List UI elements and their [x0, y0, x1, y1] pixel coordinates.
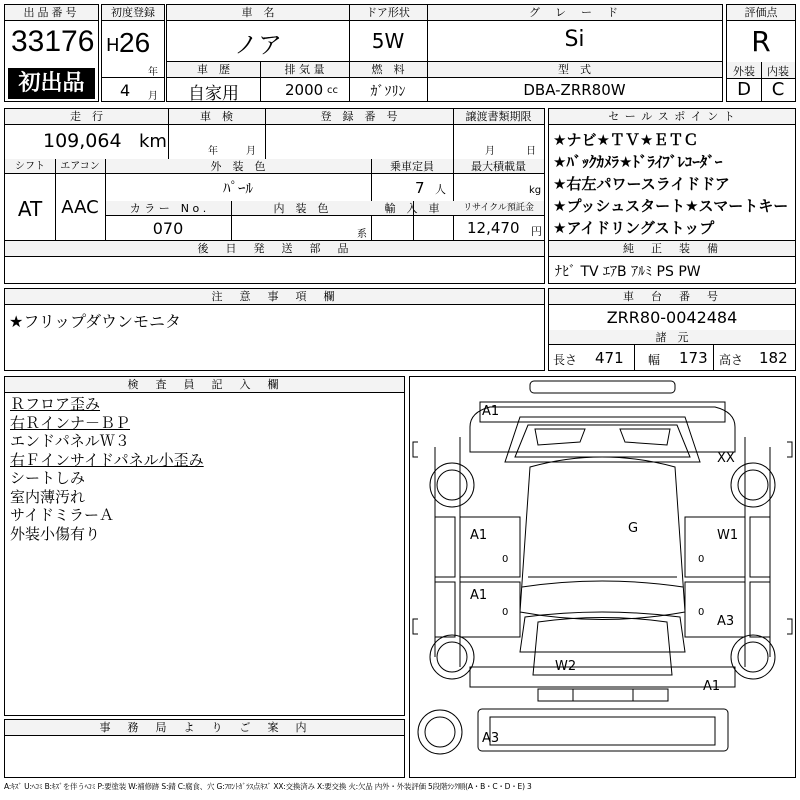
registration-box	[101, 4, 165, 102]
inspector-note: サイドミラーＡ	[10, 506, 114, 524]
mark-left-front-door: A1	[470, 528, 488, 543]
car-name-label: 車 名	[241, 6, 275, 19]
displacement-unit: cc	[327, 85, 338, 96]
lot-number: 33176	[11, 25, 95, 58]
sales-points-box	[548, 108, 796, 241]
mark-rear-glass: W2	[555, 659, 577, 674]
office-box	[4, 719, 405, 778]
caution-text: ★フリップダウンモニタ	[9, 312, 181, 331]
model-code: DBA-ZRR80W	[523, 81, 626, 99]
grade: Si	[564, 27, 585, 52]
history-label: 車 歴	[197, 63, 230, 76]
era: H	[106, 35, 120, 56]
month: 4	[120, 81, 131, 100]
car-name: ノア	[234, 31, 282, 59]
interior-label: 内装	[767, 65, 789, 78]
regno-label: 登 録 番 号	[320, 110, 398, 123]
interior-score: C	[771, 79, 785, 100]
mark-windshield: G	[628, 521, 639, 536]
fuel-label: 燃 料	[371, 63, 405, 76]
genuine-equipment: ﾅﾋﾞ TV ｴｱB ｱﾙﾐ PS PW	[555, 264, 701, 280]
door-shape: 5W	[371, 29, 405, 53]
fuel: ｶﾞｿﾘﾝ	[370, 84, 406, 100]
zero-right-rear: 0	[698, 607, 705, 618]
mileage: 109,064	[43, 130, 122, 152]
later-parts-label: 後 日 発 送 部 品	[5, 241, 544, 257]
ac: AAC	[61, 197, 99, 218]
inspection-label: 車 検	[200, 110, 233, 123]
mark-rear-right: A1	[703, 679, 721, 694]
mark-front-right: XX	[717, 451, 735, 466]
sales-point-1: ★ナビ★ＴＶ★ＥＴＣ	[553, 131, 699, 149]
height: 182	[759, 349, 788, 367]
score-box	[726, 4, 796, 102]
interior-color-label: 内 装 色	[273, 202, 329, 215]
displacement: 2000	[285, 81, 324, 99]
caution-box	[4, 288, 545, 371]
mark-rear-bumper: A3	[482, 731, 500, 746]
shift: AT	[17, 197, 43, 221]
transfer-month-unit: 月	[485, 146, 495, 157]
displacement-label: 排 気 量	[284, 63, 325, 76]
height-label: 高さ	[719, 353, 744, 367]
genuine-equipment-box	[548, 240, 796, 284]
transfer-label: 譲渡書類期限	[465, 110, 532, 123]
inspector-note: シートしみ	[10, 469, 86, 487]
sales-point-5: ★アイドリングストップ	[553, 219, 715, 237]
front-bumper-shape	[530, 381, 675, 393]
exterior-score: D	[737, 79, 751, 100]
score: R	[751, 25, 771, 58]
inspector-note: Ｒフロア歪み	[10, 395, 101, 413]
inspector-note: 右Ｆインサイドパネル小歪み	[10, 450, 204, 469]
inspection-month-unit: 月	[246, 146, 256, 157]
width: 173	[679, 349, 708, 367]
roof-shape	[520, 457, 685, 620]
history: 自家用	[188, 84, 239, 104]
mark-right-rear-door: A3	[717, 614, 735, 629]
inspector-note: 右Ｒインナ－ＢＰ	[10, 413, 131, 432]
chassis-box	[548, 288, 796, 371]
later-parts-box	[4, 240, 545, 284]
interior-color-unit: 系	[357, 229, 367, 240]
lot-label: 出品番号	[5, 5, 98, 21]
grade-label: グ レ ー ド	[529, 6, 620, 19]
import-label: 輸 入 車	[384, 202, 440, 215]
car-diagram-box	[409, 376, 796, 778]
recycle-label: リサイクル預託金	[463, 203, 534, 213]
length-label: 長さ	[553, 353, 578, 367]
front-end-shape	[480, 402, 725, 422]
shift-label: シフト	[15, 161, 45, 172]
chassis-label: 車 台 番 号	[549, 289, 795, 305]
recycle-unit: 円	[531, 225, 542, 238]
registration-label: 初度登録	[102, 5, 164, 21]
load-label: 最大積載量	[471, 160, 526, 173]
zero-right-front: 0	[698, 554, 705, 565]
year-unit: 年	[148, 67, 158, 78]
mark-right-front-door: W1	[717, 528, 739, 543]
score-label: 評価点	[727, 5, 795, 21]
spec-row	[166, 61, 723, 102]
inspector-note: 室内薄汚れ	[10, 487, 86, 506]
inspector-note: エンドパネルＷ３	[10, 432, 130, 450]
caution-label: 注 意 事 項 欄	[5, 289, 544, 305]
vehicle-info-block	[4, 108, 545, 241]
legend: A:ｷｽﾞ U:ﾍｺﾐ B:ｷｽﾞを伴うﾍｺﾐ P:要塗装 W:補修跡 S:錆 C:腐食、穴 G:ﾌﾛﾝﾄｶﾞﾗｽ点ｷｽﾞ XX:交換済み X:要交換 火:欠品 内外・外装評価 5段階ﾗﾝｸ順(A・B・C・D・E) 3	[4, 782, 532, 791]
sales-point-3: ★右左パワースライドドア	[553, 175, 730, 193]
transfer-day-unit: 日	[526, 146, 536, 157]
capacity-label: 乗車定員	[390, 160, 434, 173]
zero-left-rear: 0	[502, 607, 509, 618]
colorno-label: カ ラ ー N o .	[129, 202, 207, 215]
sales-points-label: セ ー ル ス ポ イ ン ト	[549, 109, 795, 125]
office-label: 事 務 局 よ り ご 案 内	[5, 720, 404, 736]
dimensions-label: 諸 元	[655, 331, 689, 344]
color-label: 外 装 色	[210, 160, 266, 173]
door-label: ドア形状	[366, 6, 410, 19]
chassis-number: ZRR80-0042484	[606, 308, 738, 327]
inspector-note: 外装小傷有り	[10, 524, 101, 543]
capacity: 7	[415, 179, 425, 197]
first-listing-badge: 初出品	[8, 68, 95, 99]
color-number: 070	[152, 219, 184, 238]
mark-front: A1	[482, 404, 500, 419]
sales-point-2: ★ﾊﾞｯｸｶﾒﾗ★ﾄﾞﾗｲﾌﾞﾚｺｰﾀﾞｰ	[553, 153, 723, 171]
car-diagram	[410, 377, 795, 777]
car-name-box	[166, 4, 723, 62]
inspection-year-unit: 年	[208, 146, 218, 157]
load-unit: kg	[529, 185, 542, 196]
sales-point-4: ★プッシュスタート★スマートキー	[553, 197, 789, 215]
inspector-label: 検 査 員 記 入 欄	[5, 377, 404, 393]
model-label: 型 式	[558, 63, 591, 76]
capacity-unit: 人	[435, 183, 446, 196]
exterior-label: 外装	[733, 65, 755, 78]
mark-left-rear-door: A1	[470, 588, 488, 603]
genuine-equipment-label: 純 正 装 備	[549, 241, 795, 257]
zero-left-front: 0	[502, 554, 509, 565]
width-label: 幅	[648, 353, 661, 367]
mileage-label: 走 行	[70, 110, 103, 123]
exterior-color: ﾊﾟｰﾙ	[222, 179, 253, 197]
recycle-fee: 12,470	[467, 219, 520, 237]
inspector-notes	[10, 395, 400, 543]
mileage-unit: km	[139, 131, 167, 152]
year: 26	[119, 27, 151, 58]
month-unit: 月	[148, 91, 158, 102]
inspector-box	[4, 376, 405, 716]
length: 471	[595, 349, 624, 367]
lot-box	[4, 4, 99, 102]
ac-label: エアコン	[60, 161, 100, 172]
